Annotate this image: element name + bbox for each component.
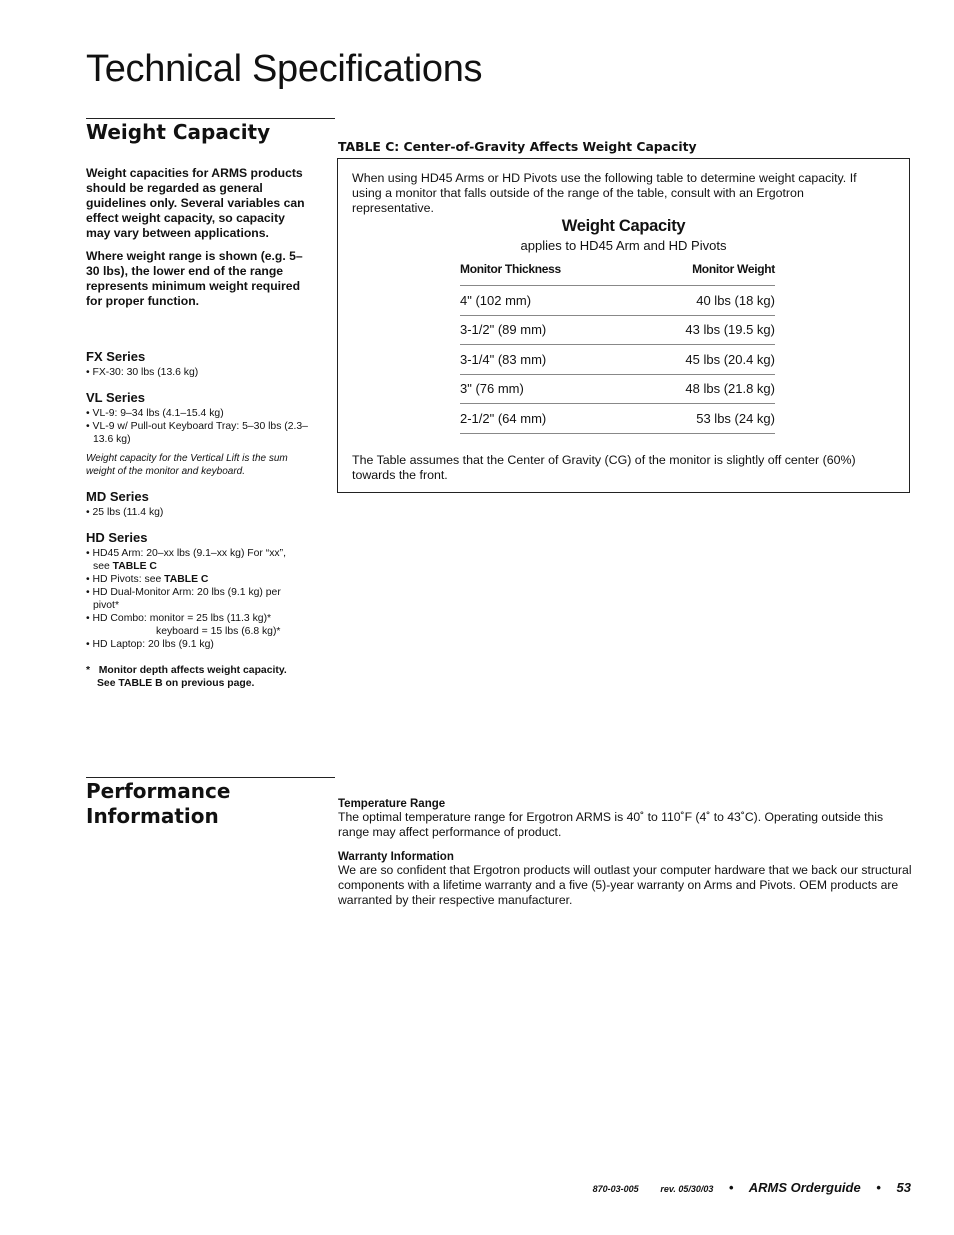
table-row (460, 286, 775, 316)
weight-cell: 43 lbs (19.5 kg) (627, 315, 775, 345)
md-series-list (86, 506, 308, 519)
thickness-cell: 3-1/4" (83 mm) (460, 345, 627, 375)
hd-series (86, 530, 301, 651)
fx-series (86, 349, 308, 379)
table-reference: TABLE C (164, 574, 209, 585)
list-item (86, 612, 301, 638)
table-c-subtitle: applies to HD45 Arm and HD Pivots (520, 238, 727, 253)
list-item: • FX-30: 30 lbs (13.6 kg) (86, 366, 308, 379)
hd-series-title: HD Series (86, 530, 148, 545)
page-number: 53 (896, 1180, 911, 1195)
intro-paragraph-guidelines: Weight capacities for ARMS products should be regarded as general guidelines only. Several variables can effect weight capacity, so capacity may vary between applications. (86, 166, 305, 240)
weight-cell: 48 lbs (21.8 kg) (627, 374, 775, 404)
performance-heading-line: Performance (86, 779, 231, 803)
thickness-cell: 3" (76 mm) (460, 374, 627, 404)
table-c-caption: TABLE C: Center-of-Gravity Affects Weight Capacity (338, 139, 697, 154)
table-c-intro: When using HD45 Arms or HD Pivots use the following table to determine weight capacity. If using a monitor that falls outside of the range of the table, consult with an Ergotron representative. (352, 171, 857, 215)
thickness-cell: 2-1/2" (64 mm) (460, 404, 627, 434)
column-header-weight: Monitor Weight (627, 262, 775, 286)
weight-capacity-heading: Weight Capacity (86, 120, 271, 144)
weight-footnote (86, 664, 316, 690)
page-footer (593, 1180, 911, 1195)
guide-name: ARMS Orderguide (748, 1180, 861, 1195)
table-c-title: Weight Capacity (561, 217, 686, 235)
list-item (86, 573, 301, 586)
footnote-line: Monitor depth affects weight capacity. (98, 665, 287, 676)
table-row (460, 404, 775, 434)
warranty-block (338, 851, 913, 908)
footer-bullet: • (729, 1180, 734, 1195)
list-item-text: HD Pivots: see (92, 574, 165, 585)
weight-cell: 40 lbs (18 kg) (627, 286, 775, 316)
vl-series-title: VL Series (86, 390, 146, 405)
table-row (460, 315, 775, 345)
table-reference: TABLE C (112, 561, 157, 572)
thickness-cell: 4" (102 mm) (460, 286, 627, 316)
temperature-range-title: Temperature Range (338, 798, 446, 810)
footnote-mark: * (86, 665, 91, 676)
section-divider (86, 118, 335, 119)
table-c-footnote: The Table assumes that the Center of Gravity (CG) of the monitor is slightly off center (60%) towards the front. (352, 453, 856, 482)
footnote-line: See TABLE B on previous page. (97, 678, 255, 689)
list-item-text: keyboard = 15 lbs (6.8 kg)* (156, 626, 281, 637)
vl-series-note: Weight capacity for the Vertical Lift is the sum weight of the monitor and keyboard. (86, 453, 288, 477)
weight-capacity-table (460, 262, 775, 434)
revision-date: rev. 05/30/03 (660, 1184, 714, 1194)
list-item: • 25 lbs (11.4 kg) (86, 506, 308, 519)
hd-series-list (86, 547, 301, 651)
performance-heading (86, 779, 230, 829)
footer-bullet: • (876, 1180, 881, 1195)
list-item (86, 547, 301, 573)
list-item: • VL-9 w/ Pull-out Keyboard Tray: 5–30 lbs (2.3–13.6 kg) (86, 420, 308, 446)
section-divider (86, 777, 335, 778)
weight-cell: 53 lbs (24 kg) (627, 404, 775, 434)
md-series (86, 489, 308, 519)
temperature-range-text: The optimal temperature range for Ergotron ARMS is 40˚ to 110˚F (4˚ to 43˚C). Operating outside this range may affect performance of product. (338, 810, 884, 839)
performance-heading-line: Information (86, 804, 219, 828)
list-item: • VL-9: 9–34 lbs (4.1–15.4 kg) (86, 407, 308, 420)
doc-number: 870-03-005 (592, 1184, 639, 1194)
intro-paragraph-range: Where weight range is shown (e.g. 5–30 lbs), the lower end of the range represents minimum weight required for proper function. (86, 249, 303, 308)
md-series-title: MD Series (86, 489, 149, 504)
list-item: • HD Dual-Monitor Arm: 20 lbs (9.1 kg) per pivot* (86, 586, 301, 612)
table-row (460, 374, 775, 404)
vl-series-list (86, 407, 308, 446)
list-item-text: HD45 Arm: 20–xx lbs (9.1–xx kg) For “xx”, see (92, 548, 286, 572)
list-item: • HD Laptop: 20 lbs (9.1 kg) (86, 638, 301, 651)
thickness-cell: 3-1/2" (89 mm) (460, 315, 627, 345)
weight-cell: 45 lbs (20.4 kg) (627, 345, 775, 375)
table-row (460, 345, 775, 375)
table-c-box (337, 158, 910, 493)
vl-series (86, 390, 308, 478)
fx-series-title: FX Series (86, 349, 146, 364)
list-item-text: HD Combo: monitor = 25 lbs (11.3 kg)* (92, 613, 272, 624)
warranty-text: We are so confident that Ergotron products will outlast your computer hardware that we back our structural components with a lifetime warranty and a five (5)-year warranty on Arms and Pivots. OEM products are warranted by their respective manufacturer. (338, 863, 912, 907)
column-header-thickness: Monitor Thickness (460, 262, 627, 286)
weight-capacity-intro (86, 166, 308, 317)
fx-series-list (86, 366, 308, 379)
page-title: Technical Specifications (86, 48, 483, 90)
temperature-range-block (338, 798, 913, 840)
table-header-row (460, 262, 775, 286)
warranty-title: Warranty Information (338, 851, 454, 863)
